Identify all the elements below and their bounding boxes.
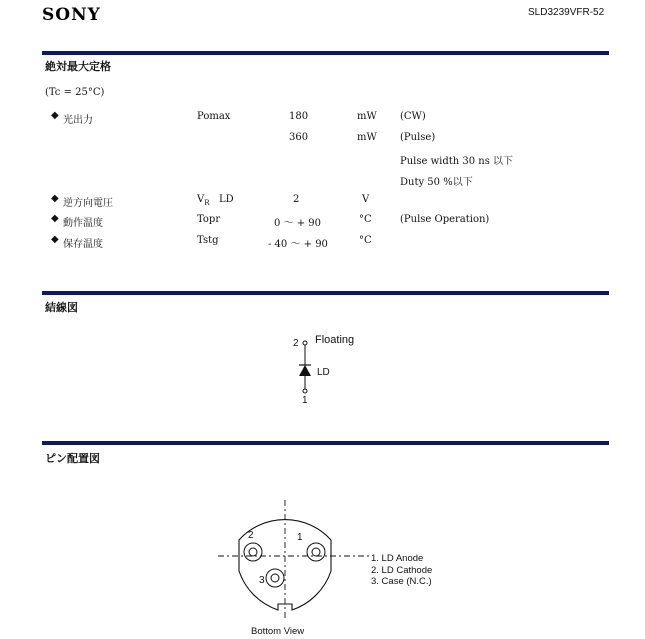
bullet-icon: ◆ — [51, 213, 59, 224]
pinout-title: ピン配置図 — [45, 452, 100, 465]
rating-label: 光出力 — [63, 115, 93, 126]
section-rule-pinout — [42, 441, 609, 445]
rating-symbol: Tstg — [197, 235, 219, 246]
rating-unit: V — [362, 194, 370, 205]
pin-1-ring — [307, 543, 325, 561]
bullet-icon: ◆ — [51, 110, 59, 121]
diode-icon — [299, 365, 311, 376]
rating-unit: °C — [359, 235, 372, 246]
rating-value: - 40 ～ + 90 — [268, 239, 328, 250]
floating-label: Floating — [315, 334, 355, 346]
pin-layout-diagram — [215, 500, 375, 618]
legend-item: 1. LD Anode — [371, 553, 424, 564]
rating-value: 180 — [289, 111, 309, 122]
rating-value: 2 — [293, 194, 300, 205]
pin-3-ring — [266, 569, 284, 587]
bullet-icon: ◆ — [51, 193, 59, 204]
section-rule-ratings — [42, 51, 609, 55]
connection-title: 結線図 — [45, 301, 78, 314]
rating-note: (Pulse) — [400, 132, 436, 143]
rating-note: (Pulse Operation) — [400, 214, 490, 225]
rating-unit: mW — [357, 132, 377, 143]
duty-note: Duty 50 %以下 — [400, 177, 473, 188]
terminal-top — [303, 341, 307, 345]
pin-2-ring — [244, 543, 262, 561]
sony-logo: SONY — [42, 5, 101, 25]
rating-value: 0 ～ + 90 — [274, 218, 322, 229]
legend-item: 2. LD Cathode — [371, 565, 433, 576]
section-rule-connection — [42, 291, 609, 295]
rating-unit: mW — [357, 111, 377, 122]
ratings-title: 絶対最大定格 — [45, 60, 111, 73]
bullet-icon: ◆ — [51, 234, 59, 245]
rating-value: 360 — [289, 132, 309, 143]
pin-2-label: 2 — [248, 530, 254, 541]
pin-3 — [271, 574, 279, 582]
legend-item: 3. Case (N.C.) — [371, 576, 432, 587]
connection-diagram — [280, 330, 380, 408]
pin-1 — [312, 548, 320, 556]
rating-unit: °C — [359, 214, 372, 225]
pin-1-label: 1 — [297, 532, 303, 543]
pulse-width-note: Pulse width 30 ns 以下 — [400, 156, 514, 167]
rating-symbol: Pomax — [197, 111, 231, 122]
model-number: SLD3239VFR-52 — [528, 7, 605, 18]
bottom-view-caption: Bottom View — [251, 626, 305, 637]
rating-label: 動作温度 — [63, 218, 103, 229]
rating-note: (CW) — [400, 111, 426, 122]
rating-symbol-suffix: LD — [219, 194, 234, 205]
ratings-condition: (Tc = 25°C) — [45, 87, 105, 98]
rating-symbol: $V_R$ — [197, 194, 210, 207]
pin-label-1: 1 — [302, 395, 308, 406]
ld-label: LD — [317, 367, 330, 378]
pin-3-label: 3 — [259, 575, 265, 586]
pin-2 — [249, 548, 257, 556]
pin-label-2: 2 — [293, 338, 299, 349]
rating-label: 保存温度 — [63, 239, 103, 250]
rating-symbol: Topr — [197, 214, 221, 225]
terminal-bottom — [303, 389, 307, 393]
rating-label: 逆方向電圧 — [63, 198, 113, 209]
